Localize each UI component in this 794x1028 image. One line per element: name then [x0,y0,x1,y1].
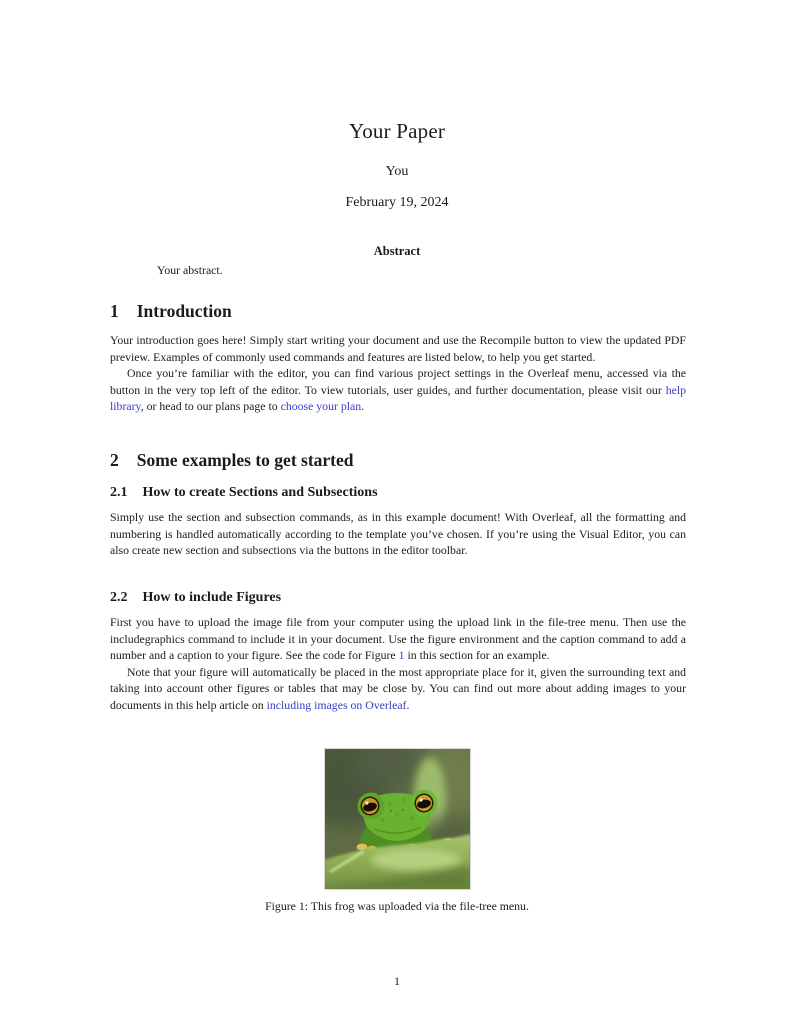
section-title: Introduction [136,301,232,321]
paragraph [110,332,686,365]
paragraph-text: in this section for an example. [404,648,550,663]
help-library-link[interactable]: help library [110,382,686,414]
section-2-heading [110,450,354,471]
figure-1-ref-link[interactable]: 1 [398,648,405,663]
figure-caption: Figure 1: This frog was uploaded via the file-tree menu. [265,899,529,913]
including-images-link[interactable]: including images on Overleaf [266,697,407,712]
paper-date: February 19, 2024 [345,195,449,210]
subsection-2-1-heading [110,485,378,501]
paragraph-text: , or head to our plans page to [140,399,281,414]
introduction-body [110,332,686,415]
paragraph [110,664,686,714]
subsection-2-1-body [110,509,686,559]
paragraph-text: Note that your figure will automatically be placed in the most appropriate place for it, given the surrounding text and taking into account other figures or tables that may be close by. You can find out more about adding images to your documents in this help article on [110,664,686,712]
paragraph [110,614,686,664]
paper-title: Your Paper [348,119,446,143]
figure-1 [324,748,471,890]
abstract-text: Your abstract. [157,263,223,277]
paragraph [110,365,686,415]
paragraph-text: First you have to upload the image file from your computer using the upload link in the file-tree menu. Then use the includegraphics command to include it in your document. Use the figure environment and the caption command to add a number and a caption to your figure. See the code for Figure [110,615,686,663]
paper-author: You [385,164,409,179]
paragraph-text: Once you’re familiar with the editor, you can find various project settings in the Overleaf menu, accessed via the button in the very top left of the editor. To view tutorials, user guides, and further documentation, please visit our [110,366,686,397]
paragraph-text: . [361,399,365,414]
frog-photo [324,748,471,890]
section-number: 2 [110,450,119,470]
subsection-2-2-body [110,614,686,714]
section-title: Some examples to get started [136,450,354,470]
subsection-title: How to include Figures [142,590,282,605]
subsection-number: 2.1 [110,485,128,500]
section-1-heading [110,301,232,322]
subsection-number: 2.2 [110,590,128,605]
subsection-title: How to create Sections and Subsections [142,485,378,500]
paragraph [110,509,686,559]
choose-your-plan-link[interactable]: choose your plan [280,399,362,414]
paragraph-text: Simply use the section and subsection commands, as in this example document! With Overleaf, all the formatting and numbering is handled automatically according to the template you’ve chosen. If you’re using the Visual Editor, you can also create new section and subsections via the buttons in the editor toolbar. [110,510,686,558]
page-number: 1 [394,974,400,988]
abstract-heading: Abstract [373,244,421,258]
subsection-2-2-heading [110,590,281,606]
paragraph-text: . [406,697,410,712]
section-number: 1 [110,301,119,321]
paragraph-text: Your introduction goes here! Simply start writing your document and use the Recompile button to view the updated PDF preview. Examples of commonly used commands and features are listed below, to help you get started. [110,333,686,364]
